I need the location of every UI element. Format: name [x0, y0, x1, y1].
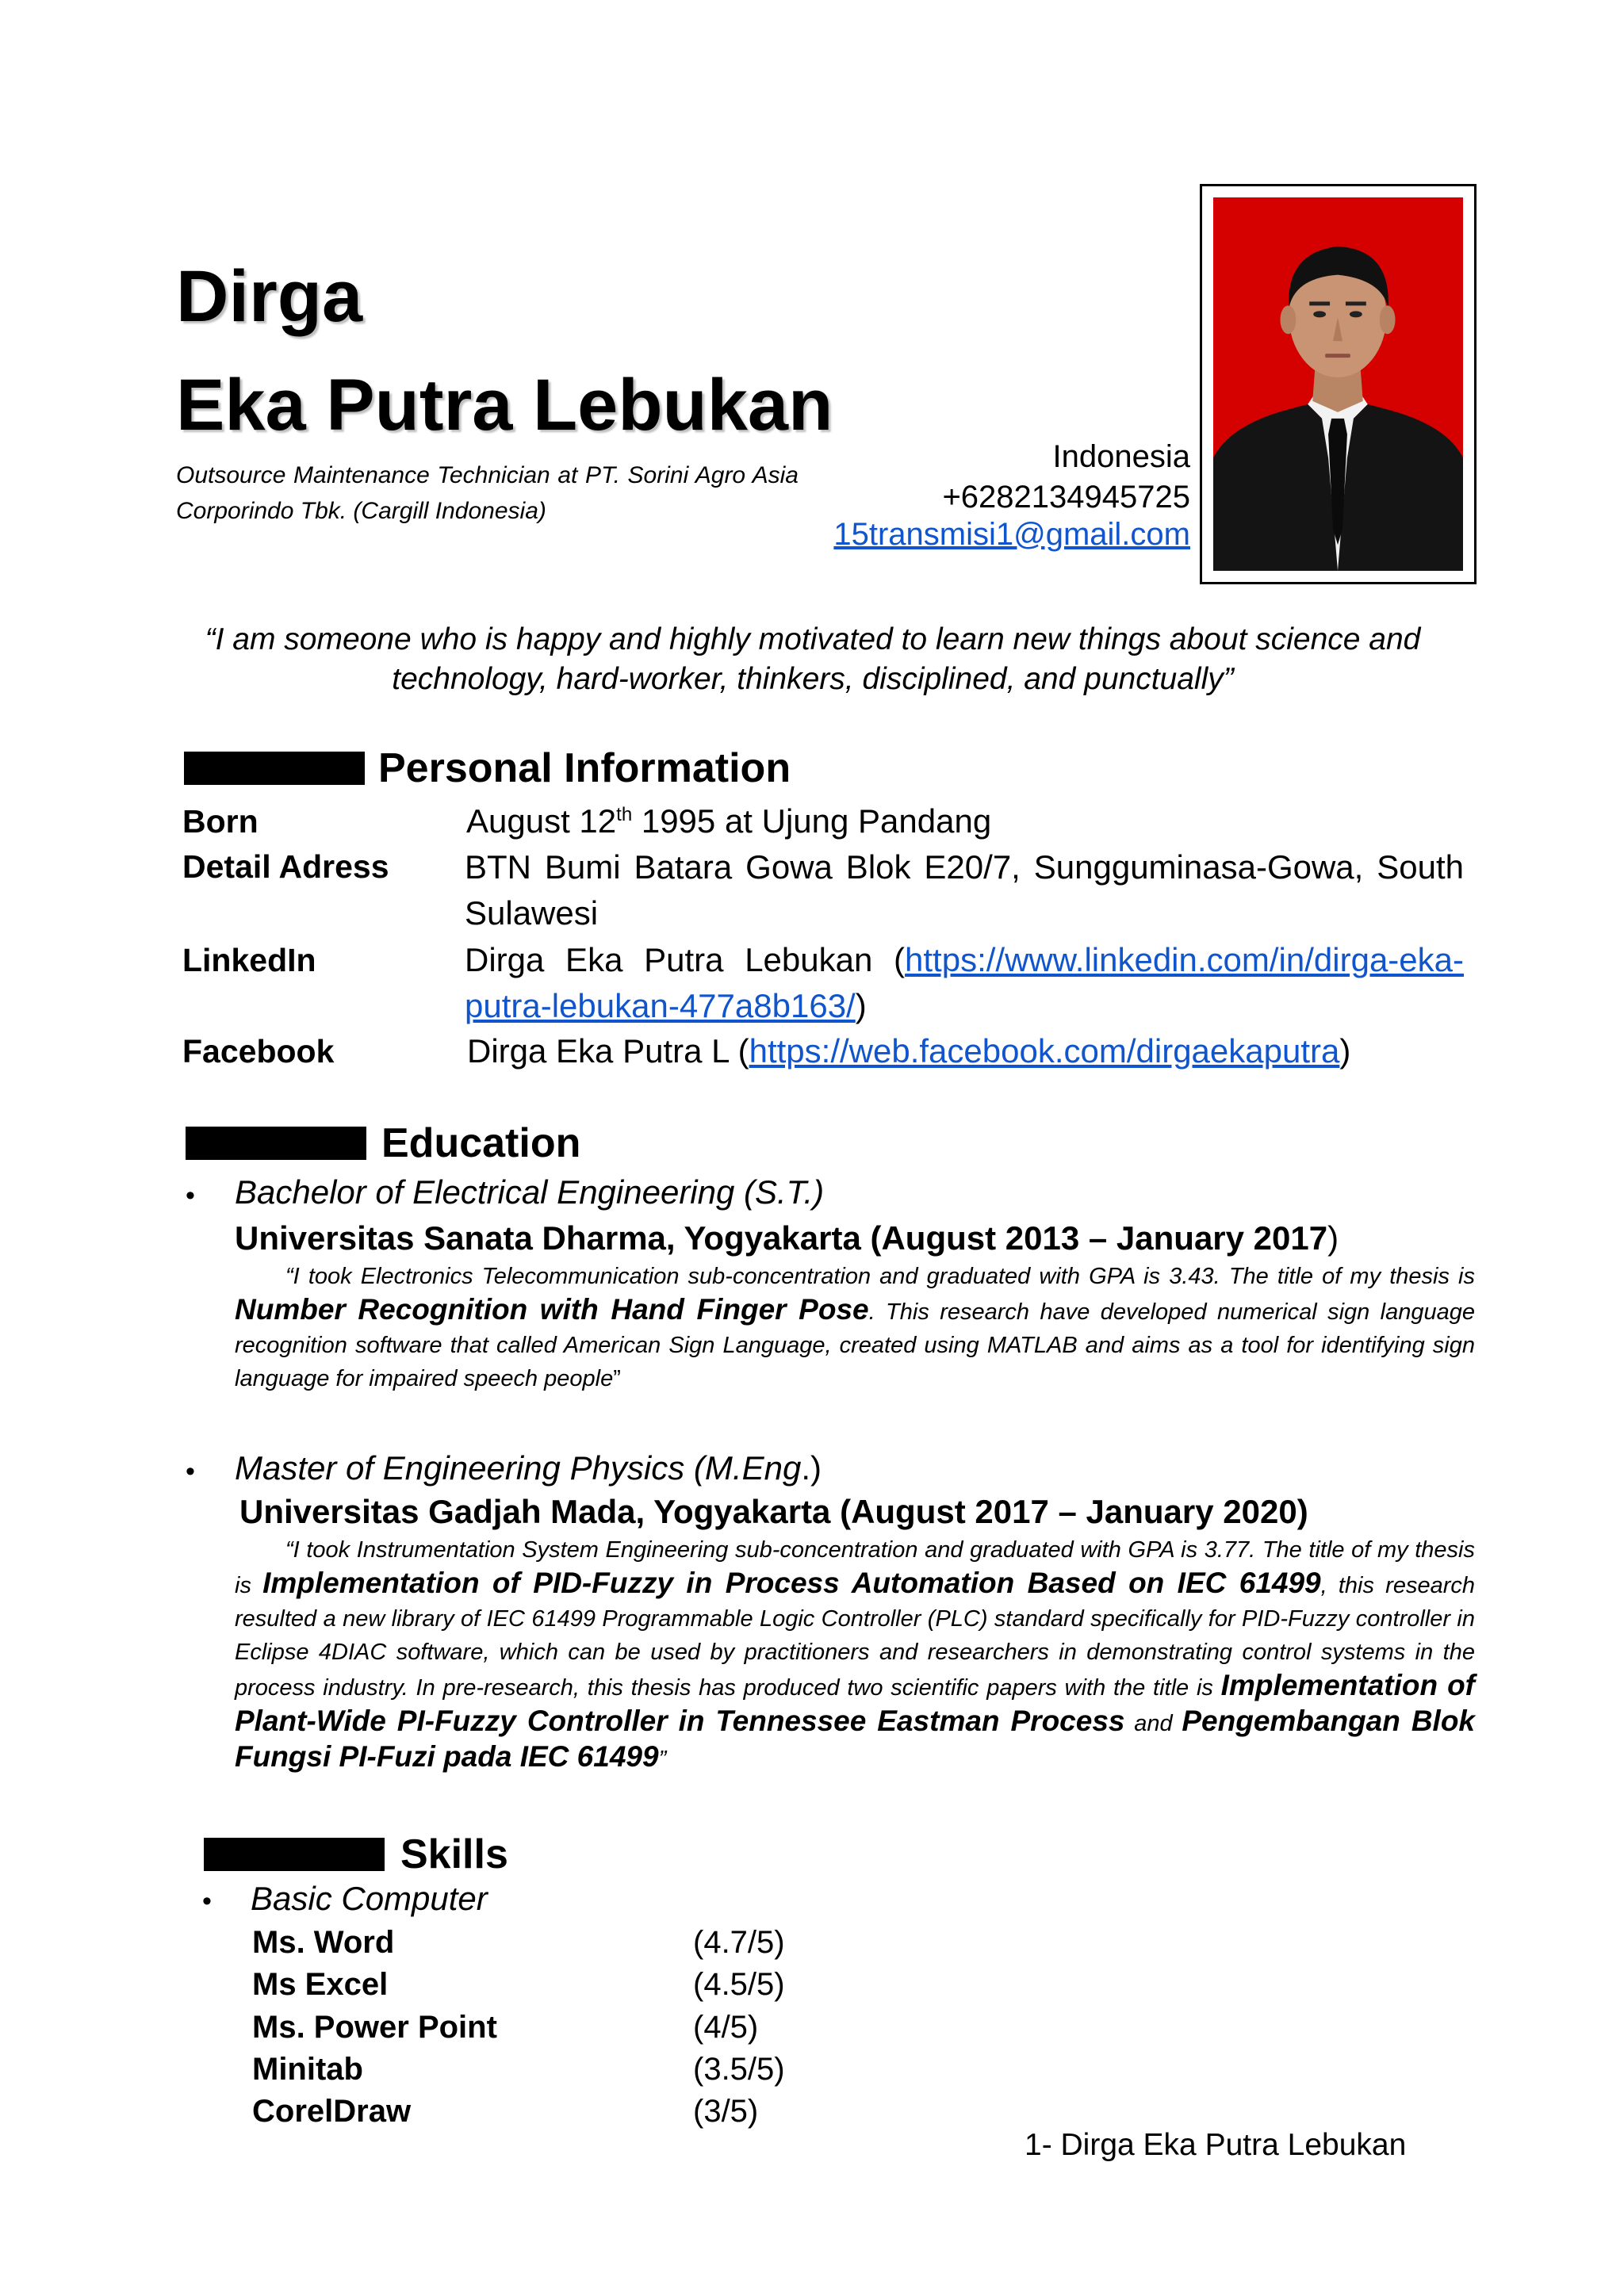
linkedin-close: )	[855, 987, 867, 1024]
university-bachelor-close: )	[1327, 1219, 1339, 1257]
skill-name: Ms Excel	[252, 1967, 389, 2002]
skill-name: CorelDraw	[252, 2094, 412, 2129]
desc-part: “I took Electronics Telecommunication sub-concentration and graduated with GPA is 3.43. The title of my thesis is	[285, 1264, 1475, 1289]
bullet: •	[186, 1181, 195, 1211]
bullet: •	[186, 1456, 195, 1487]
bullet: •	[202, 1886, 212, 1916]
first-name: Dirga	[176, 256, 363, 337]
desc-part: “I took Instrumentation System Engineering sub-concentration and graduated with GPA is 3.77. The title of my thesis is	[235, 1537, 1475, 1598]
paper-title-1: Implementation of Plant-Wide PI-Fuzzy Controller in Tennessee Eastman Process	[235, 1669, 1476, 1737]
skill-score: (4.7/5)	[693, 1925, 785, 1960]
personal-quote: “I am someone who is happy and highly motivated to learn new things about science and technology, hard-worker, thinkers, disciplined, and punctually”	[205, 622, 1421, 696]
address-value: BTN Bumi Batara Gowa Blok E20/7, Sungguminasa-Gowa, South Sulawesi	[465, 848, 1464, 932]
university-bachelor-text: Universitas Sanata Dharma, Yogyakarta (August 2013 – January 2017	[235, 1219, 1328, 1257]
address-label: Detail Adress	[182, 848, 389, 885]
born-date: August 12	[466, 802, 617, 840]
facebook-name: Dirga Eka Putra L (	[467, 1032, 749, 1070]
university-master: Universitas Gadjah Mada, Yogyakarta (August 2017 – January 2020)	[239, 1493, 1308, 1530]
degree-master	[235, 1449, 822, 1487]
thesis-title-bachelor: Number Recognition with Hand Finger Pose	[235, 1293, 869, 1326]
profile-photo	[1213, 197, 1463, 571]
skill-name: Minitab	[252, 2052, 363, 2087]
facebook-value	[467, 1028, 1466, 1074]
born-value	[466, 798, 1465, 844]
page-footer: 1- Dirga Eka Putra Lebukan	[1025, 2128, 1407, 2162]
university-bachelor	[235, 1219, 1339, 1257]
last-name: Eka Putra Lebukan	[176, 365, 833, 446]
skill-score: (4.5/5)	[693, 1967, 785, 2002]
degree-bachelor: Bachelor of Electrical Engineering (S.T.)	[235, 1173, 825, 1211]
linkedin-value	[465, 937, 1464, 1029]
skill-score: (4/5)	[693, 2010, 759, 2045]
born-label: Born	[182, 803, 259, 840]
section-bar	[204, 1838, 385, 1871]
facebook-close: )	[1339, 1032, 1351, 1070]
thesis-description-bachelor	[235, 1260, 1475, 1395]
skills-category: Basic Computer	[251, 1880, 488, 1917]
linkedin-link[interactable]: https://www.linkedin.com/in/dirga-eka-putra-lebukan-477a8b163/	[465, 941, 1464, 1024]
paper-title-2: Pengembangan Blok Fungsi PI-Fuzi pada IEC 61499	[235, 1705, 1475, 1773]
country: Indonesia	[1052, 439, 1190, 474]
degree-master-close: .)	[801, 1449, 822, 1487]
desc-part: and	[1124, 1711, 1182, 1736]
thesis-description-master	[235, 1533, 1475, 1776]
degree-master-text: Master of Engineering Physics (M.Eng	[235, 1449, 802, 1487]
born-date-suffix: th	[616, 804, 633, 825]
desc-end: ”	[658, 1747, 667, 1772]
born-place: 1995 at Ujung Pandang	[632, 802, 992, 840]
section-bar	[186, 1127, 366, 1160]
section-title-education: Education	[381, 1120, 581, 1166]
section-bar	[184, 752, 365, 785]
facebook-link[interactable]: https://web.facebook.com/dirgaekaputra	[749, 1032, 1340, 1070]
linkedin-name: Dirga Eka Putra Lebukan (	[465, 941, 906, 978]
email-link[interactable]: 15transmisi1@gmail.com	[833, 517, 1190, 552]
section-title-personal-information: Personal Information	[378, 745, 791, 791]
section-title-skills: Skills	[400, 1831, 508, 1877]
skill-name: Ms. Power Point	[252, 2010, 497, 2045]
desc-part: . This research have developed numerical sign language recognition software that called American Sign Language, created using MATLAB and aims as a tool for identifying sign language for impaired speech people	[235, 1299, 1475, 1391]
thesis-title-master: Implementation of PID-Fuzzy in Process Automation Based on IEC 61499	[262, 1567, 1321, 1599]
desc-part: , this research resulted a new library of IEC 61499 Programmable Logic Controller (PLC) standard specifically for PID-Fuzzy controller in Eclipse 4DIAC software, which can be used by practitioners and researchers in demonstrating control systems in the process industry. In pre-research, this thesis has produced two scientific papers with the title is	[235, 1573, 1475, 1701]
skill-score: (3.5/5)	[693, 2052, 785, 2087]
profile-photo-frame	[1200, 184, 1477, 584]
phone-number: +6282134945725	[942, 480, 1190, 515]
skill-score: (3/5)	[693, 2094, 759, 2129]
desc-end: ”	[613, 1366, 621, 1391]
linkedin-label: LinkedIn	[182, 942, 316, 978]
job-title: Outsource Maintenance Technician at PT. Sorini Agro Asia Corporindo Tbk. (Cargill Indonesia)	[176, 462, 799, 524]
skill-name: Ms. Word	[252, 1925, 395, 1960]
facebook-label: Facebook	[182, 1033, 335, 1070]
